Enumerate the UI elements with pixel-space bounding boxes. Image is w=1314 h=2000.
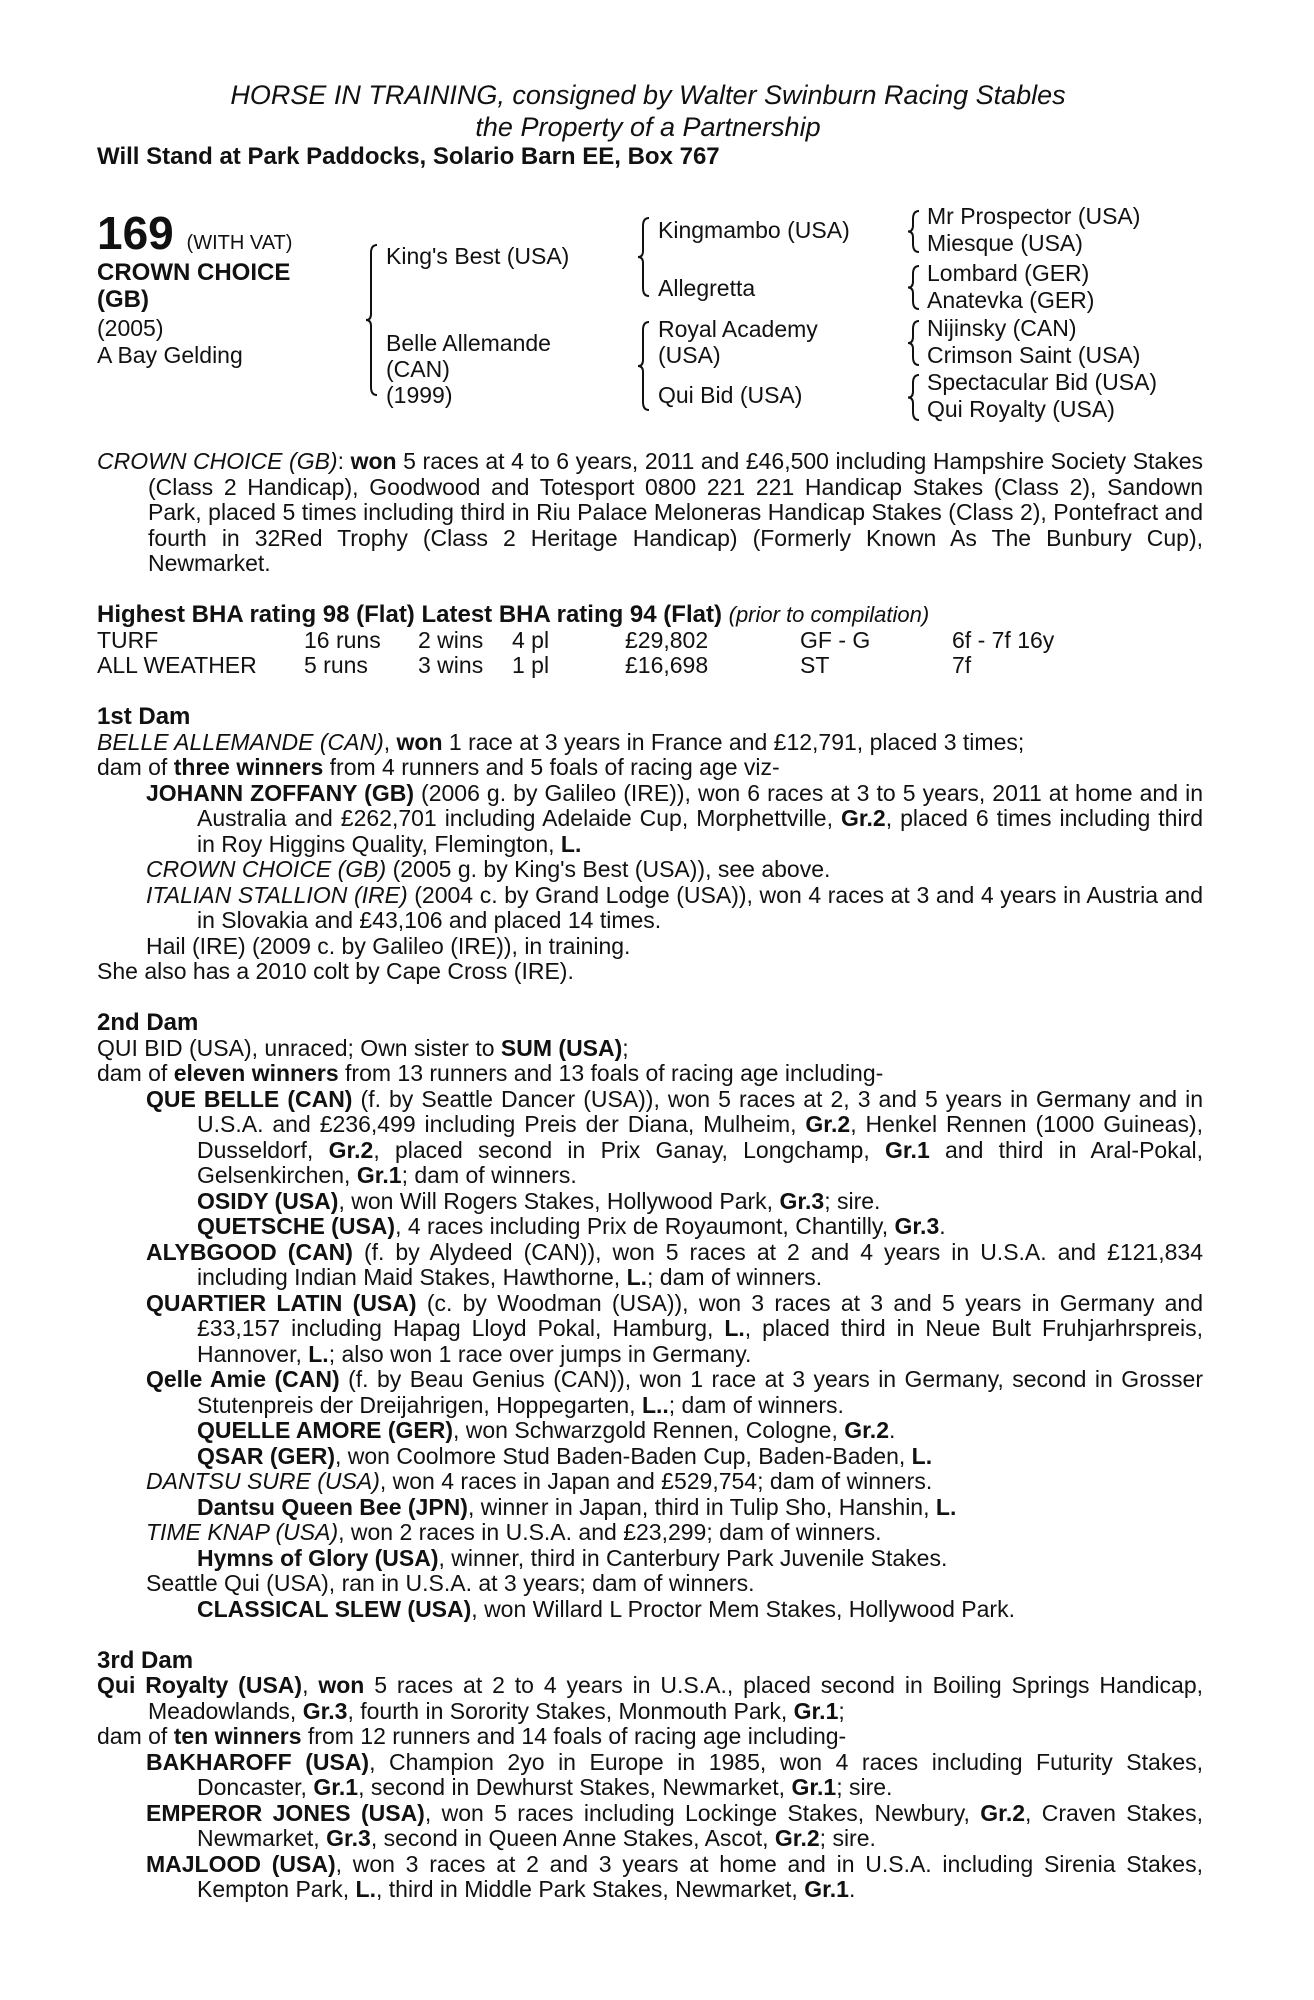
pedigree-entry <box>97 1520 1203 1546</box>
dam-sire-line2: (USA) <box>658 342 721 368</box>
great-grandparent: Qui Royalty (USA) <box>927 396 1115 422</box>
header-title-line1: HORSE IN TRAINING, consigned by Walter Swinburn Racing Stables <box>230 80 1066 110</box>
italic-text-run: TIME KNAP (USA) <box>146 1519 339 1545</box>
text-run: from 13 runners and 13 foals of racing age including- <box>338 1060 884 1086</box>
pedigree-entry <box>97 1469 1203 1495</box>
sire: King's Best (USA) <box>386 243 570 269</box>
bold-text-run: CLASSICAL SLEW (USA) <box>197 1595 472 1622</box>
dam-line3: (1999) <box>386 382 453 408</box>
bold-text-run: L. <box>560 830 582 857</box>
pedigree-entry <box>97 959 1203 985</box>
catalogue-body <box>97 449 1203 1903</box>
text-run: ; <box>838 1697 845 1724</box>
bha-stat-cell: 6f - 7f 16y <box>952 626 1055 653</box>
text-run: . <box>939 1213 946 1239</box>
text-run: dam of <box>97 754 174 780</box>
text-run: , <box>383 728 397 755</box>
pedigree-entry <box>97 1724 1203 1750</box>
text-run: , winner, third in Canterbury Park Juvenile Stakes. <box>438 1544 948 1571</box>
text-run: , winner in Japan, third in Tulip Sho, Hanshin, <box>467 1493 936 1520</box>
bold-text-run: eleven winners <box>173 1060 339 1086</box>
brace-icon <box>638 218 649 296</box>
bold-text-run: won <box>396 728 443 755</box>
bold-text-run: L.. <box>641 1391 669 1418</box>
text-run: dam of <box>97 1723 174 1749</box>
text-run: , won Schwarzgold Rennen, Cologne, <box>452 1417 845 1443</box>
text-run: , won Will Rogers Stakes, Hollywood Park, <box>338 1187 780 1214</box>
bold-text-run: ten winners <box>173 1723 302 1749</box>
header-location: Will Stand at Park Paddocks, Solario Barn EE, Box 767 <box>97 143 720 170</box>
text-run: , won 3 races at 2 and 3 years at home and in U.S.A. including Sirenia Stakes, Kempton Park, <box>197 1850 1203 1902</box>
pedigree-entry <box>97 1240 1203 1291</box>
text-run: : <box>337 448 351 474</box>
pedigree-entry <box>97 1852 1203 1903</box>
brace-icon <box>366 245 377 395</box>
pedigree-entry <box>97 1189 1203 1215</box>
bold-text-run: QUE BELLE (CAN) <box>146 1085 353 1112</box>
bha-stat-cell: 16 runs <box>304 626 381 653</box>
text-run: (f. by Beau Genius (CAN)), won 1 race at 3 years in Germany, second in Grosser Stutenpreis der Dreijahrigen, Hoppegarten, <box>197 1366 1203 1418</box>
race-record-paragraph <box>97 449 1203 577</box>
lot-number-value: 169 <box>97 207 174 259</box>
italic-text-run: ITALIAN STALLION (IRE) <box>146 881 408 908</box>
pedigree-entry <box>97 1546 1203 1572</box>
pedigree-braces <box>0 0 1314 440</box>
pedigree-entry <box>97 1495 1203 1521</box>
brace-icon <box>908 211 919 252</box>
text-run: ; sire. <box>836 1774 893 1800</box>
bha-heading: Highest BHA rating 98 (Flat) Latest BHA rating 94 (Flat) <box>97 601 722 628</box>
text-run: , won Coolmore Stud Baden-Baden Cup, Baden-Baden, <box>335 1442 912 1469</box>
horse-suffix: (GB) <box>97 286 149 313</box>
text-run: , fourth in Sorority Stakes, Monmouth Park, <box>347 1697 794 1724</box>
bha-stats-row <box>97 628 1203 654</box>
text-run: . <box>889 1417 896 1443</box>
bold-text-run: Gr.3 <box>326 1825 371 1851</box>
bold-text-run: QUELLE AMORE (GER) <box>197 1417 453 1443</box>
brace-icon <box>908 266 919 309</box>
bold-text-run: L. <box>355 1876 376 1902</box>
pedigree-entry <box>97 857 1203 883</box>
bha-stat-cell: 2 wins <box>418 626 484 653</box>
brace-icon <box>638 322 649 410</box>
text-run: , second in Queen Anne Stakes, Ascot, <box>370 1825 775 1851</box>
text-run: , won 5 races including Lockinge Stakes, Newbury, <box>424 1799 981 1826</box>
text-run: QUI BID (USA), unraced; Own sister to <box>97 1034 501 1061</box>
bold-text-run: Gr.1 <box>804 1876 849 1902</box>
pedigree-entry <box>97 1597 1203 1623</box>
bha-stat-cell: £29,802 <box>625 626 709 653</box>
bha-stat-cell: 7f <box>952 652 972 678</box>
bold-text-run: Gr.3 <box>302 1697 348 1724</box>
text-run: She also has a 2010 colt by Cape Cross (IRE). <box>97 958 574 984</box>
bold-text-run: Qelle Amie (CAN) <box>146 1366 340 1392</box>
italic-text-run: DANTSU SURE (USA) <box>146 1468 380 1494</box>
dam-dam: Qui Bid (USA) <box>658 382 803 408</box>
text-run: , won Willard L Proctor Mem Stakes, Hollywood Park. <box>471 1595 1015 1622</box>
bold-text-run: Gr.2 <box>805 1111 851 1137</box>
bha-stats-row <box>97 653 1203 679</box>
text-run: , 4 races including Prix de Royaumont, Chantilly, <box>395 1213 895 1239</box>
bha-stat-cell: GF - G <box>800 626 871 653</box>
bold-text-run: Gr.2 <box>980 1799 1026 1826</box>
bha-stat-cell: ST <box>800 652 830 678</box>
bold-text-run: Dantsu Queen Bee (JPN) <box>197 1493 468 1520</box>
bold-text-run: Hymns of Glory (USA) <box>197 1544 439 1571</box>
bha-stat-cell: 1 pl <box>512 652 550 678</box>
brace-icon <box>908 321 919 365</box>
bold-text-run: won <box>318 1672 365 1698</box>
bha-stat-cell: £16,698 <box>625 652 709 678</box>
text-run: ; also won 1 race over jumps in Germany. <box>328 1340 752 1367</box>
bold-text-run: won <box>350 448 397 474</box>
text-run: , Champion 2yo in Europe in 1985, won 4 races including Futurity Stakes, Doncaster, <box>197 1748 1203 1800</box>
dam-sire-line1: Royal Academy <box>658 316 818 342</box>
text-run: , Henkel Rennen (1000 Guineas), Dusseldorf, <box>197 1111 1203 1163</box>
dam-line1: Belle Allemande <box>386 330 551 356</box>
bold-text-run: QUETSCHE (USA) <box>197 1213 396 1239</box>
bold-text-run: Gr.3 <box>894 1213 940 1239</box>
horse-description: A Bay Gelding <box>97 342 243 368</box>
text-run: (f. by Seattle Dancer (USA)), won 5 races at 2, 3 and 5 years in Germany and in U.S.A. and £236,499 including Preis der Diana, Mulheim, <box>197 1085 1203 1137</box>
text-run: and third in Aral-Pokal, Gelsenkirchen, <box>197 1136 1203 1188</box>
bold-text-run: Gr.1 <box>313 1774 359 1800</box>
pedigree-entry <box>97 1801 1203 1852</box>
bold-text-run: L. <box>911 1442 933 1469</box>
bold-text-run: Qui Royalty (USA) <box>97 1672 303 1698</box>
pedigree-entry <box>97 1750 1203 1801</box>
text-run: , <box>302 1672 319 1698</box>
bold-text-run: QUARTIER LATIN (USA) <box>146 1289 417 1316</box>
bold-text-run: EMPEROR JONES (USA) <box>146 1799 425 1826</box>
text-run: (c. by Woodman (USA)), won 3 races at 3 and 5 years in Germany and £33,157 including Hapag Lloyd Pokal, Hamburg, <box>197 1289 1203 1341</box>
pedigree-entry <box>97 755 1203 781</box>
pedigree-entry <box>97 1673 1203 1724</box>
bold-text-run: ALYBGOOD (CAN) <box>146 1238 353 1265</box>
bha-stat-cell: TURF <box>97 626 159 653</box>
text-run: (f. by Alydeed (CAN)), won 5 races at 2 and 4 years in U.S.A. and £121,834 including Indian Maid Stakes, Hawthorne, <box>197 1238 1203 1290</box>
great-grandparent: Mr Prospector (USA) <box>927 203 1141 229</box>
bold-text-run: Gr.2 <box>774 1825 820 1851</box>
pedigree-entry <box>97 1214 1203 1240</box>
great-grandparent: Anatevka (GER) <box>927 287 1095 313</box>
bold-text-run: Gr.1 <box>884 1136 930 1163</box>
pedigree-entry <box>97 1418 1203 1444</box>
bold-text-run: L. <box>724 1315 745 1341</box>
text-run: from 4 runners and 5 foals of racing age viz- <box>323 754 780 780</box>
header-title-line2: the Property of a Partnership <box>475 112 821 142</box>
text-run: ; dam of winners. <box>647 1264 823 1290</box>
bold-text-run: JOHANN ZOFFANY (GB) <box>146 779 414 806</box>
pedigree-entry <box>97 934 1203 960</box>
pedigree-entry <box>97 1367 1203 1418</box>
pedigree-entry <box>97 1036 1203 1062</box>
bha-rating-line <box>97 602 1203 628</box>
pedigree-entry <box>97 1444 1203 1470</box>
bold-text-run: Gr.3 <box>779 1187 825 1214</box>
bold-text-run: Gr.1 <box>793 1697 839 1724</box>
pedigree-entry <box>97 1291 1203 1368</box>
text-run: dam of <box>97 1060 174 1086</box>
bold-text-run: BAKHAROFF (USA) <box>146 1748 370 1775</box>
text-run: , Craven Stakes, Newmarket, <box>197 1799 1203 1851</box>
horse-name: CROWN CHOICE <box>97 259 291 286</box>
pedigree-entry <box>97 883 1203 934</box>
text-run: , won 2 races in U.S.A. and £23,299; dam of winners. <box>338 1519 882 1545</box>
great-grandparent: Lombard (GER) <box>927 260 1090 286</box>
text-run: Seattle Qui (USA), ran in U.S.A. at 3 years; dam of winners. <box>146 1570 755 1596</box>
bold-text-run: Gr.2 <box>844 1417 889 1443</box>
bha-note: (prior to compilation) <box>728 602 930 627</box>
bold-text-run: QSAR (GER) <box>197 1442 335 1469</box>
text-run: , placed 6 times including third in Roy Higgins Quality, Flemington, <box>197 805 1204 857</box>
bold-text-run: L. <box>626 1264 648 1290</box>
bha-stat-cell: 4 pl <box>512 626 550 653</box>
dam-line2: (CAN) <box>386 356 450 382</box>
text-run: . <box>848 1876 856 1902</box>
bold-text-run: OSIDY (USA) <box>197 1187 339 1214</box>
italic-text-run: CROWN CHOICE (GB) <box>146 856 387 882</box>
great-grandparent: Miesque (USA) <box>927 230 1083 256</box>
text-run: (2004 c. by Grand Lodge (USA)), won 4 races at 3 and 4 years in Austria and in Slovakia and £43,106 and placed 14 times. <box>197 881 1203 933</box>
text-run: from 12 runners and 14 foals of racing age including- <box>301 1723 847 1749</box>
bold-text-run: Gr.1 <box>356 1162 402 1188</box>
text-run: Hail (IRE) (2009 c. by Galileo (IRE)), in training. <box>146 932 631 959</box>
bha-stat-cell: ALL WEATHER <box>97 652 257 678</box>
bold-text-run: Gr.2 <box>840 805 886 831</box>
bha-stat-cell: 3 wins <box>418 652 484 678</box>
bold-text-run: Gr.1 <box>791 1774 837 1800</box>
text-run: 5 races at 2 to 4 years in U.S.A., placed second in Boiling Springs Handicap, Meadowlands, <box>148 1672 1203 1724</box>
bold-text-run: SUM (USA) <box>500 1034 623 1061</box>
bha-stat-cell: 5 runs <box>304 652 368 678</box>
section-heading: 1st Dam <box>97 703 191 730</box>
italic-text-run: CROWN CHOICE (GB) <box>97 448 338 474</box>
pedigree-entry <box>97 1061 1203 1087</box>
text-run: , won 4 races in Japan and £529,754; dam of winners. <box>379 1468 933 1494</box>
pedigree-entry <box>97 730 1203 756</box>
text-run: 1 race at 3 years in France and £12,791, placed 3 times; <box>442 728 1025 755</box>
text-run: ; dam of winners. <box>668 1391 844 1418</box>
pedigree-entry <box>97 1087 1203 1189</box>
text-run: , third in Middle Park Stakes, Newmarket, <box>375 1876 805 1902</box>
text-run: , second in Dewhurst Stakes, Newmarket, <box>358 1774 792 1800</box>
brace-icon <box>908 375 919 420</box>
great-grandparent: Crimson Saint (USA) <box>927 342 1141 368</box>
text-run: 5 races at 4 to 6 years, 2011 and £46,500 including Hampshire Society Stakes (Class 2 Handicap), Goodwood and Totesport 0800 221 221 Handicap Stakes (Class 2), Sandown Park, placed 5 times including third in Riu Palace Meloneras Handicap Stakes (Class 2), Pontefract and fourth in 32Red Trophy (Class 2 Heritage Handicap) (Formerly Known As The Bunbury Cup), Newmarket. <box>148 448 1204 576</box>
text-run: (2005 g. by King's Best (USA)), see above. <box>386 856 831 882</box>
text-run: (2006 g. by Galileo (IRE)), won 6 races at 3 to 5 years, 2011 at home and in Australia and £262,701 including Adelaide Cup, Morphettville, <box>197 779 1203 831</box>
sire-sire: Kingmambo (USA) <box>658 217 850 243</box>
text-run: ; <box>622 1034 629 1061</box>
bold-text-run: L. <box>308 1340 329 1367</box>
great-grandparent: Nijinsky (CAN) <box>927 315 1077 341</box>
italic-text-run: BELLE ALLEMANDE (CAN) <box>97 728 384 755</box>
bold-text-run: three winners <box>173 754 324 780</box>
bold-text-run: MAJLOOD (USA) <box>146 1850 336 1877</box>
sire-dam: Allegretta <box>658 275 756 301</box>
foaling-year: (2005) <box>97 315 164 341</box>
text-run: , placed second in Prix Ganay, Longchamp, <box>373 1136 885 1163</box>
pedigree-entry <box>97 781 1203 858</box>
vat-note: (WITH VAT) <box>186 232 293 254</box>
section-heading: 2nd Dam <box>97 1009 199 1036</box>
bold-text-run: L. <box>935 1493 957 1520</box>
text-run: , placed third in Neue Bult Fruhjarhrspreis, Hannover, <box>197 1315 1204 1367</box>
pedigree-entry <box>97 1571 1203 1597</box>
section-heading: 3rd Dam <box>97 1646 194 1674</box>
text-run: ; dam of winners. <box>401 1162 577 1188</box>
great-grandparent: Spectacular Bid (USA) <box>927 369 1158 395</box>
bold-text-run: Gr.2 <box>328 1136 374 1163</box>
text-run: ; sire. <box>824 1187 881 1214</box>
text-run: ; sire. <box>819 1825 876 1851</box>
